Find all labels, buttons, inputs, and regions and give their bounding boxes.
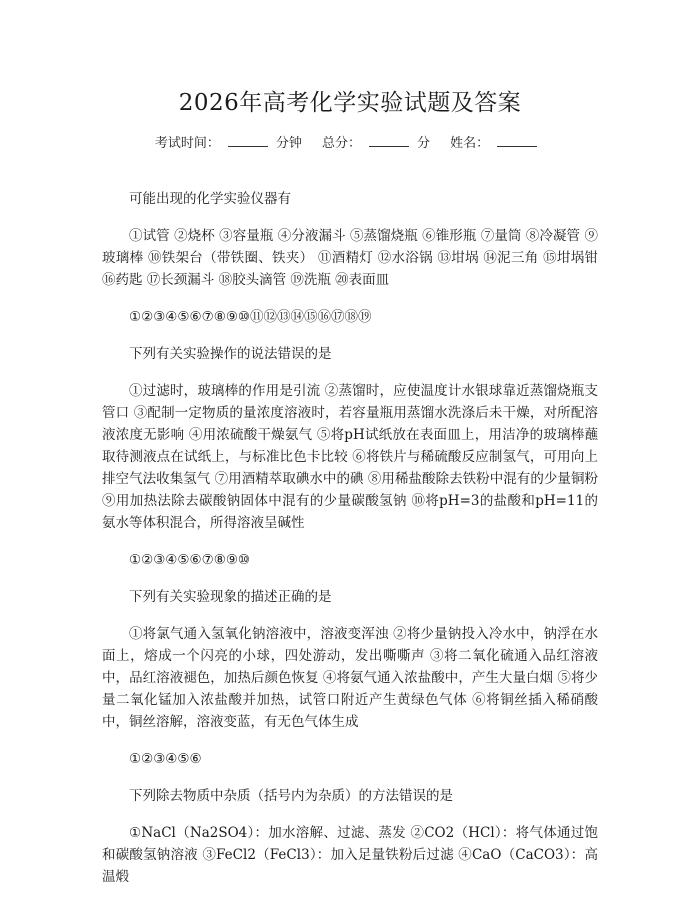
exam-time-label: 考试时间： bbox=[154, 136, 220, 151]
exam-time-blank bbox=[228, 135, 268, 147]
exam-info-line bbox=[0, 132, 700, 151]
question-heading-phenomena: 下列有关实验现象的描述正确的是 bbox=[129, 589, 332, 605]
question-options-phenomena: ①将氯气通入氢氧化钠溶液中，溶液变浑浊 ②将少量钠投入冷水中，钠浮在水面上，熔成一个闪亮的小球，四处游动，发出嘶嘶声 ③将二氧化硫通入品红溶液中，品红溶液褪色，加热后颜色恢复 ④将氨气通入浓盐酸中，产生大量白烟 ⑤将少量二氧化锰加入浓盐酸并加热，试管口附近产生黄绿色气体 ⑥将铜丝插入稀硝酸中，铜丝溶解，溶液变蓝，有无色气体生成 bbox=[102, 626, 598, 730]
question-options-impurities: ①NaCl（Na2SO4）：加水溶解、过滤、蒸发 ②CO2（HCl）：将气体通过饱和碳酸氢钠溶液 ③FeCl2（FeCl3）：加入足量铁粉后过滤 ④CaO（CaCO3）：高温煅 bbox=[102, 825, 598, 885]
student-name-label: 姓名： bbox=[450, 136, 490, 151]
exam-time-field bbox=[155, 136, 302, 151]
question-heading-impurities: 下列除去物质中杂质（括号内为杂质）的方法错误的是 bbox=[129, 788, 453, 804]
answer-operations: ①②③④⑤⑥⑦⑧⑨⑩ bbox=[129, 552, 251, 568]
exam-time-unit: 分钟 bbox=[275, 136, 302, 151]
total-score-blank bbox=[369, 135, 409, 147]
total-score-unit: 分 bbox=[417, 136, 431, 151]
total-score-label: 总分： bbox=[321, 136, 361, 151]
instrument-list: ①试管 ②烧杯 ③容量瓶 ④分液漏斗 ⑤蒸馏烧瓶 ⑥锥形瓶 ⑦量筒 ⑧冷凝管 ⑨玻璃棒 ⑩铁架台（带铁圈、铁夹） ⑪酒精灯 ⑫水浴锅 ⑬坩埚 ⑭泥三角 ⑮坩埚钳 ⑯药匙 ⑰长颈漏斗 ⑱胶头滴管 ⑲洗瓶 ⑳表面皿 bbox=[102, 228, 598, 288]
document-body bbox=[102, 188, 598, 903]
student-name-blank bbox=[497, 135, 537, 147]
total-score-field bbox=[322, 136, 430, 151]
question-options-operations: ①过滤时，玻璃棒的作用是引流 ②蒸馏时，应使温度计水银球靠近蒸馏烧瓶支管口 ③配制一定物质的量浓度溶液时，若容量瓶用蒸馏水洗涤后未干燥，对所配溶液浓度无影响 ④用浓硫酸干燥氨气 ⑤将pH试纸放在表面皿上，用洁净的玻璃棒蘸取待测液点在试纸上，与标准比色卡比较 ⑥将铁片与稀硫酸反应制氢气，可用向上排空气法收集氢气 ⑦用酒精萃取碘水中的碘 ⑧用稀盐酸除去铁粉中混有的少量铜粉 ⑨用加热法除去碳酸钠固体中混有的少量碳酸氢钠 ⑩将pH=3的盐酸和pH=11的氨水等体积混合，所得溶液呈碱性 bbox=[102, 383, 598, 531]
answer-phenomena: ①②③④⑤⑥ bbox=[129, 751, 202, 767]
instrument-answer: ①②③④⑤⑥⑦⑧⑨⑩⑪⑫⑬⑭⑮⑯⑰⑱⑲ bbox=[129, 309, 372, 325]
section-heading-instruments: 可能出现的化学实验仪器有 bbox=[129, 191, 291, 207]
student-name-field bbox=[450, 136, 545, 151]
question-heading-operations: 下列有关实验操作的说法错误的是 bbox=[129, 346, 332, 362]
page-title: 2026年高考化学实验试题及答案 bbox=[178, 90, 522, 116]
